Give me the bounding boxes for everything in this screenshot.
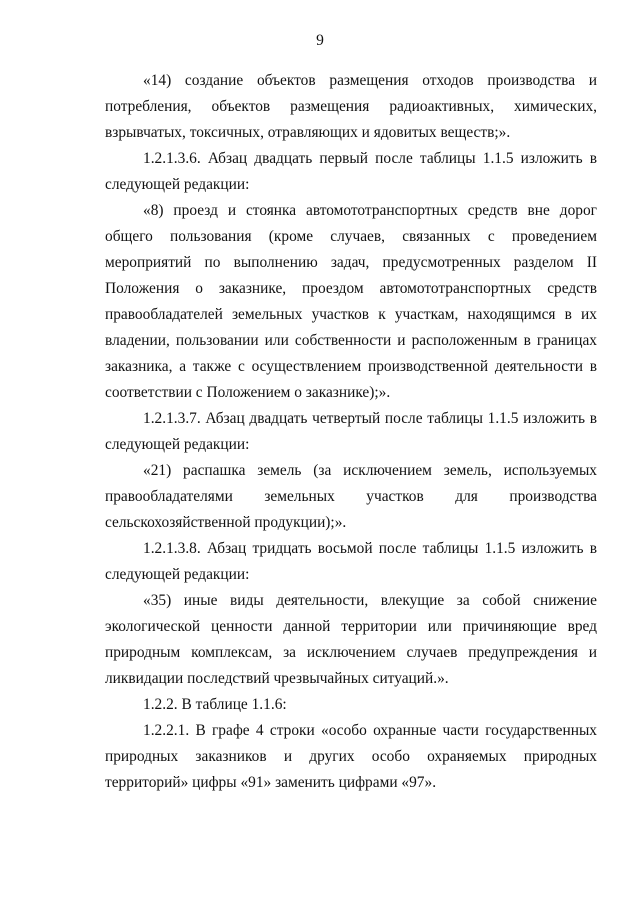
paragraph-amendment-1-2-1-3-7: 1.2.1.3.7. Абзац двадцать четвертый после таблицы 1.1.5 изложить в следующей редакции: <box>105 410 597 453</box>
paragraph-item-8-text: «8) проезд и стоянка автомототранспортных средств вне дорог общего пользования (кроме случаев, связанных с проведением мероприятий по выполнению задач, предусмотренных разделом II Положения о заказнике, проездом автомототранспортных средств правообладателей земельных участков к участкам, находящимся в их владении, пользовании или собственности и расположенным в границах заказника, а также с осуществлением производственной деятельности в соответствии с Положением о заказнике);». <box>105 202 597 401</box>
paragraph-amendment-1-2-1-3-6: 1.2.1.3.6. Абзац двадцать первый после таблицы 1.1.5 изложить в следующей редакции: <box>105 150 597 193</box>
paragraph-amendment-1-2-1-3-8: 1.2.1.3.8. Абзац тридцать восьмой после таблицы 1.1.5 изложить в следующей редакции: <box>105 540 597 583</box>
document-body <box>105 68 597 796</box>
paragraph-item-14-text: «14) создание объектов размещения отходов производства и потребления, объектов размещения радиоактивных, химических, взрывчатых, токсичных, отравляющих и ядовитых веществ;». <box>105 72 597 141</box>
paragraph-amendment-1-2-2-1: 1.2.2.1. В графе 4 строки «особо охранные части государственных природных заказников и других особо охраняемых природных территорий» цифры «91» заменить цифрами «97». <box>105 722 597 791</box>
paragraph-item-35-text: «35) иные виды деятельности, влекущие за собой снижение экологической ценности данной территории или причиняющие вред природным комплексам, за исключением случаев предупреждения и ликвидации последствий чрезвычайных ситуаций.». <box>105 592 597 687</box>
paragraph-item-21-text: «21) распашка земель (за исключением земель, используемых правообладателями земельных участков для производства сельскохозяйственной продукции);». <box>105 462 597 531</box>
page-number: 9 <box>316 32 324 49</box>
paragraph-amendment-1-2-2: 1.2.2. В таблице 1.1.6: <box>143 696 287 713</box>
